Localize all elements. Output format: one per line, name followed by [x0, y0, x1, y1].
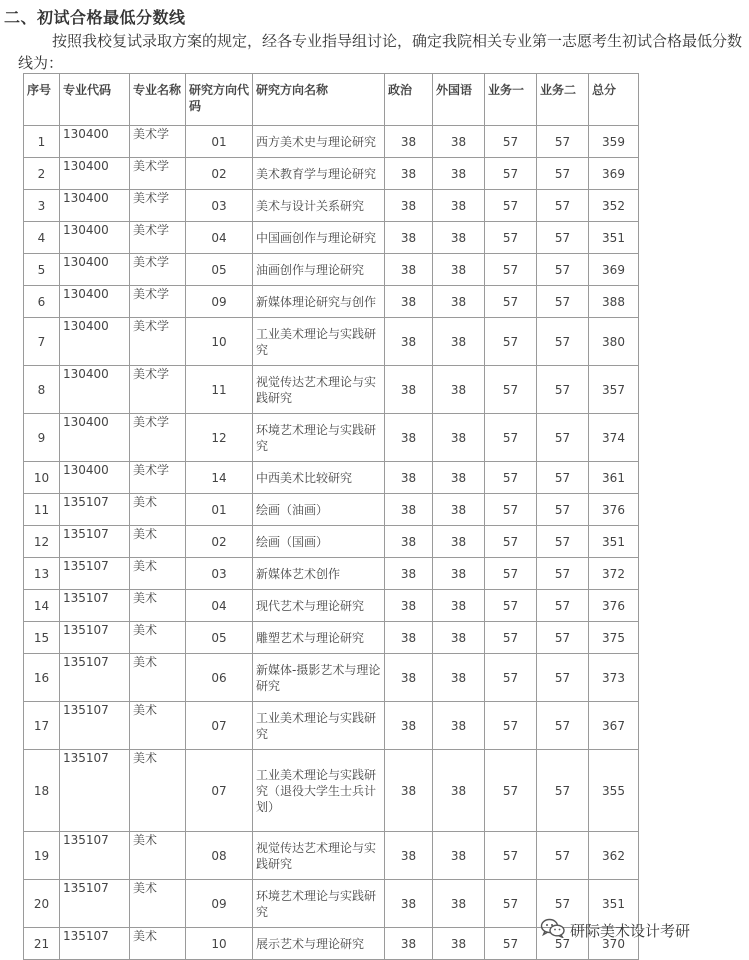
cell-major-name: 美术学 — [130, 286, 186, 318]
cell-direction-code: 09 — [186, 880, 253, 928]
cell-subject-1: 57 — [485, 286, 537, 318]
cell-direction-name: 现代艺术与理论研究 — [253, 590, 385, 622]
cell-foreign-language: 38 — [433, 832, 485, 880]
cell-politics: 38 — [385, 702, 433, 750]
cell-politics: 38 — [385, 750, 433, 832]
cell-direction-code: 12 — [186, 414, 253, 462]
cell-major-code: 130400 — [60, 414, 130, 462]
cell-major-code: 130400 — [60, 190, 130, 222]
table-row — [24, 318, 639, 366]
cell-total: 359 — [589, 126, 639, 158]
cell-direction-code: 03 — [186, 190, 253, 222]
cell-direction-name: 工业美术理论与实践研究 — [253, 702, 385, 750]
cell-foreign-language: 38 — [433, 928, 485, 960]
cell-total: 372 — [589, 558, 639, 590]
cell-politics: 38 — [385, 462, 433, 494]
cell-major-code: 135107 — [60, 654, 130, 702]
cell-foreign-language: 38 — [433, 126, 485, 158]
cell-politics: 38 — [385, 366, 433, 414]
cell-seq: 8 — [24, 366, 60, 414]
cell-major-name: 美术学 — [130, 190, 186, 222]
header-total: 总分 — [589, 74, 639, 126]
cell-seq: 13 — [24, 558, 60, 590]
cell-foreign-language: 38 — [433, 702, 485, 750]
cell-foreign-language: 38 — [433, 590, 485, 622]
cell-subject-2: 57 — [537, 654, 589, 702]
cell-direction-code: 06 — [186, 654, 253, 702]
cell-major-name: 美术学 — [130, 462, 186, 494]
cell-direction-name: 绘画（国画） — [253, 526, 385, 558]
watermark-text: 研际美术设计考研 — [570, 921, 691, 940]
cell-subject-2: 57 — [537, 832, 589, 880]
cell-direction-name: 美术教育学与理论研究 — [253, 158, 385, 190]
cell-total: 388 — [589, 286, 639, 318]
header-foreign-language: 外国语 — [433, 74, 485, 126]
cell-total: 355 — [589, 750, 639, 832]
cell-direction-name: 中西美术比较研究 — [253, 462, 385, 494]
cell-total: 380 — [589, 318, 639, 366]
cell-subject-1: 57 — [485, 126, 537, 158]
cell-major-name: 美术学 — [130, 318, 186, 366]
table-row — [24, 286, 639, 318]
cell-major-code: 135107 — [60, 880, 130, 928]
cell-politics: 38 — [385, 832, 433, 880]
cell-total: 351 — [589, 880, 639, 928]
cell-direction-code: 07 — [186, 702, 253, 750]
cell-major-name: 美术学 — [130, 414, 186, 462]
header-direction-name: 研究方向名称 — [253, 74, 385, 126]
cell-seq: 21 — [24, 928, 60, 960]
section-heading: 二、初试合格最低分数线 — [4, 8, 186, 27]
cell-politics: 38 — [385, 318, 433, 366]
cell-total: 362 — [589, 832, 639, 880]
cell-major-code: 130400 — [60, 366, 130, 414]
header-politics: 政治 — [385, 74, 433, 126]
cell-direction-code: 10 — [186, 928, 253, 960]
cell-total: 352 — [589, 190, 639, 222]
cell-subject-2: 57 — [537, 318, 589, 366]
cell-foreign-language: 38 — [433, 158, 485, 190]
cell-direction-name: 视觉传达艺术理论与实践研究 — [253, 832, 385, 880]
cell-major-name: 美术学 — [130, 222, 186, 254]
cell-subject-1: 57 — [485, 590, 537, 622]
cell-politics: 38 — [385, 654, 433, 702]
table-row — [24, 462, 639, 494]
cell-seq: 6 — [24, 286, 60, 318]
cell-major-name: 美术 — [130, 494, 186, 526]
cell-direction-name: 中国画创作与理论研究 — [253, 222, 385, 254]
cell-subject-2: 57 — [537, 462, 589, 494]
table-row — [24, 414, 639, 462]
cell-seq: 1 — [24, 126, 60, 158]
cell-subject-2: 57 — [537, 286, 589, 318]
cell-direction-code: 10 — [186, 318, 253, 366]
cell-major-name: 美术 — [130, 622, 186, 654]
cell-major-code: 135107 — [60, 832, 130, 880]
header-subject-1: 业务一 — [485, 74, 537, 126]
header-seq: 序号 — [24, 74, 60, 126]
cell-subject-1: 57 — [485, 366, 537, 414]
wechat-icon — [540, 918, 570, 942]
cell-direction-name: 工业美术理论与实践研究 — [253, 318, 385, 366]
cell-politics: 38 — [385, 558, 433, 590]
cell-subject-1: 57 — [485, 702, 537, 750]
cell-total: 376 — [589, 590, 639, 622]
cell-major-name: 美术 — [130, 526, 186, 558]
table-row — [24, 222, 639, 254]
cell-subject-1: 57 — [485, 832, 537, 880]
cell-politics: 38 — [385, 880, 433, 928]
cell-major-name: 美术学 — [130, 366, 186, 414]
cell-subject-2: 57 — [537, 750, 589, 832]
cell-politics: 38 — [385, 622, 433, 654]
cell-direction-name: 雕塑艺术与理论研究 — [253, 622, 385, 654]
cell-foreign-language: 38 — [433, 366, 485, 414]
cell-politics: 38 — [385, 494, 433, 526]
cell-foreign-language: 38 — [433, 654, 485, 702]
cell-seq: 19 — [24, 832, 60, 880]
cell-subject-2: 57 — [537, 622, 589, 654]
cell-major-code: 130400 — [60, 254, 130, 286]
cell-major-name: 美术 — [130, 558, 186, 590]
cell-direction-code: 07 — [186, 750, 253, 832]
cell-foreign-language: 38 — [433, 880, 485, 928]
cell-total: 375 — [589, 622, 639, 654]
cell-major-name: 美术 — [130, 750, 186, 832]
cell-seq: 11 — [24, 494, 60, 526]
cell-direction-code: 02 — [186, 158, 253, 190]
intro-text: 按照我校复试录取方案的规定，经各专业指导组讨论，确定我院相关专业第一志愿考生初试合格最低分数线为： — [18, 32, 743, 72]
cell-major-name: 美术学 — [130, 254, 186, 286]
cell-subject-2: 57 — [537, 254, 589, 286]
cell-direction-code: 14 — [186, 462, 253, 494]
cell-direction-name: 西方美术史与理论研究 — [253, 126, 385, 158]
cell-major-code: 135107 — [60, 526, 130, 558]
cell-subject-1: 57 — [485, 622, 537, 654]
header-subject-2: 业务二 — [537, 74, 589, 126]
cell-direction-code: 08 — [186, 832, 253, 880]
cell-seq: 2 — [24, 158, 60, 190]
cell-seq: 16 — [24, 654, 60, 702]
cell-direction-name: 环境艺术理论与实践研究 — [253, 414, 385, 462]
cell-total: 357 — [589, 366, 639, 414]
score-table — [23, 73, 639, 960]
wechat-watermark — [540, 918, 690, 942]
cell-politics: 38 — [385, 158, 433, 190]
cell-politics: 38 — [385, 286, 433, 318]
cell-direction-code: 01 — [186, 494, 253, 526]
intro-paragraph — [18, 30, 743, 74]
cell-direction-code: 01 — [186, 126, 253, 158]
table-row — [24, 190, 639, 222]
cell-foreign-language: 38 — [433, 750, 485, 832]
cell-foreign-language: 38 — [433, 318, 485, 366]
cell-major-code: 135107 — [60, 702, 130, 750]
cell-direction-code: 03 — [186, 558, 253, 590]
cell-subject-2: 57 — [537, 880, 589, 928]
cell-total: 369 — [589, 254, 639, 286]
cell-seq: 12 — [24, 526, 60, 558]
cell-total: 374 — [589, 414, 639, 462]
cell-seq: 14 — [24, 590, 60, 622]
cell-seq: 5 — [24, 254, 60, 286]
cell-direction-code: 05 — [186, 622, 253, 654]
table-header-row — [24, 74, 639, 126]
cell-seq: 15 — [24, 622, 60, 654]
cell-major-name: 美术 — [130, 590, 186, 622]
cell-total: 370 — [589, 928, 639, 960]
cell-major-code: 135107 — [60, 928, 130, 960]
cell-politics: 38 — [385, 414, 433, 462]
cell-major-name: 美术 — [130, 702, 186, 750]
cell-total: 369 — [589, 158, 639, 190]
cell-major-code: 135107 — [60, 558, 130, 590]
cell-politics: 38 — [385, 254, 433, 286]
cell-major-code: 130400 — [60, 158, 130, 190]
cell-major-code: 135107 — [60, 750, 130, 832]
cell-subject-2: 57 — [537, 494, 589, 526]
cell-total: 351 — [589, 222, 639, 254]
cell-subject-1: 57 — [485, 222, 537, 254]
cell-direction-name: 油画创作与理论研究 — [253, 254, 385, 286]
cell-seq: 9 — [24, 414, 60, 462]
cell-major-name: 美术 — [130, 880, 186, 928]
table-row — [24, 494, 639, 526]
table-row — [24, 832, 639, 880]
cell-seq: 20 — [24, 880, 60, 928]
cell-total: 367 — [589, 702, 639, 750]
cell-subject-1: 57 — [485, 190, 537, 222]
cell-direction-name: 环境艺术理论与实践研究 — [253, 880, 385, 928]
header-direction-code: 研究方向代码 — [186, 74, 253, 126]
cell-foreign-language: 38 — [433, 622, 485, 654]
cell-subject-1: 57 — [485, 526, 537, 558]
cell-direction-code: 04 — [186, 222, 253, 254]
cell-subject-2: 57 — [537, 158, 589, 190]
cell-major-name: 美术 — [130, 928, 186, 960]
cell-foreign-language: 38 — [433, 222, 485, 254]
cell-direction-name: 绘画（油画） — [253, 494, 385, 526]
cell-subject-2: 57 — [537, 126, 589, 158]
table-row — [24, 702, 639, 750]
cell-direction-name: 新媒体-摄影艺术与理论研究 — [253, 654, 385, 702]
cell-politics: 38 — [385, 526, 433, 558]
cell-subject-1: 57 — [485, 558, 537, 590]
cell-direction-name: 新媒体艺术创作 — [253, 558, 385, 590]
cell-subject-2: 57 — [537, 928, 589, 960]
cell-foreign-language: 38 — [433, 190, 485, 222]
cell-politics: 38 — [385, 928, 433, 960]
cell-major-code: 135107 — [60, 590, 130, 622]
cell-politics: 38 — [385, 126, 433, 158]
table-row — [24, 750, 639, 832]
cell-politics: 38 — [385, 590, 433, 622]
cell-subject-2: 57 — [537, 366, 589, 414]
cell-direction-code: 05 — [186, 254, 253, 286]
cell-subject-1: 57 — [485, 928, 537, 960]
cell-seq: 3 — [24, 190, 60, 222]
cell-foreign-language: 38 — [433, 494, 485, 526]
cell-major-code: 130400 — [60, 318, 130, 366]
cell-politics: 38 — [385, 222, 433, 254]
cell-seq: 18 — [24, 750, 60, 832]
cell-major-code: 130400 — [60, 126, 130, 158]
table-row — [24, 590, 639, 622]
cell-direction-name: 新媒体理论研究与创作 — [253, 286, 385, 318]
cell-subject-1: 57 — [485, 750, 537, 832]
cell-direction-code: 11 — [186, 366, 253, 414]
cell-major-code: 130400 — [60, 286, 130, 318]
table-row — [24, 254, 639, 286]
cell-major-name: 美术 — [130, 654, 186, 702]
header-major-name: 专业名称 — [130, 74, 186, 126]
cell-subject-2: 57 — [537, 526, 589, 558]
table-row — [24, 158, 639, 190]
table-row — [24, 622, 639, 654]
cell-direction-name: 美术与设计关系研究 — [253, 190, 385, 222]
cell-seq: 4 — [24, 222, 60, 254]
cell-direction-name: 展示艺术与理论研究 — [253, 928, 385, 960]
cell-subject-1: 57 — [485, 494, 537, 526]
header-major-code: 专业代码 — [60, 74, 130, 126]
cell-major-name: 美术学 — [130, 158, 186, 190]
cell-direction-code: 04 — [186, 590, 253, 622]
cell-subject-1: 57 — [485, 254, 537, 286]
cell-foreign-language: 38 — [433, 254, 485, 286]
cell-subject-2: 57 — [537, 222, 589, 254]
cell-subject-1: 57 — [485, 462, 537, 494]
cell-direction-code: 09 — [186, 286, 253, 318]
cell-total: 351 — [589, 526, 639, 558]
cell-major-name: 美术学 — [130, 126, 186, 158]
cell-major-name: 美术 — [130, 832, 186, 880]
cell-seq: 7 — [24, 318, 60, 366]
cell-major-code: 135107 — [60, 494, 130, 526]
cell-foreign-language: 38 — [433, 526, 485, 558]
cell-subject-1: 57 — [485, 654, 537, 702]
cell-subject-2: 57 — [537, 190, 589, 222]
cell-seq: 10 — [24, 462, 60, 494]
cell-subject-1: 57 — [485, 880, 537, 928]
cell-subject-2: 57 — [537, 702, 589, 750]
cell-major-code: 130400 — [60, 462, 130, 494]
cell-subject-2: 57 — [537, 414, 589, 462]
cell-major-code: 135107 — [60, 622, 130, 654]
cell-major-code: 130400 — [60, 222, 130, 254]
cell-foreign-language: 38 — [433, 558, 485, 590]
cell-subject-1: 57 — [485, 414, 537, 462]
table-row — [24, 526, 639, 558]
table-row — [24, 654, 639, 702]
cell-subject-2: 57 — [537, 558, 589, 590]
cell-total: 376 — [589, 494, 639, 526]
cell-foreign-language: 38 — [433, 286, 485, 318]
cell-total: 361 — [589, 462, 639, 494]
cell-total: 373 — [589, 654, 639, 702]
table-row — [24, 366, 639, 414]
cell-subject-1: 57 — [485, 158, 537, 190]
cell-subject-1: 57 — [485, 318, 537, 366]
table-row — [24, 126, 639, 158]
cell-direction-name: 工业美术理论与实践研究（退役大学生士兵计划） — [253, 750, 385, 832]
cell-direction-code: 02 — [186, 526, 253, 558]
cell-seq: 17 — [24, 702, 60, 750]
cell-politics: 38 — [385, 190, 433, 222]
table-row — [24, 558, 639, 590]
cell-subject-2: 57 — [537, 590, 589, 622]
cell-foreign-language: 38 — [433, 414, 485, 462]
cell-direction-name: 视觉传达艺术理论与实践研究 — [253, 366, 385, 414]
cell-foreign-language: 38 — [433, 462, 485, 494]
